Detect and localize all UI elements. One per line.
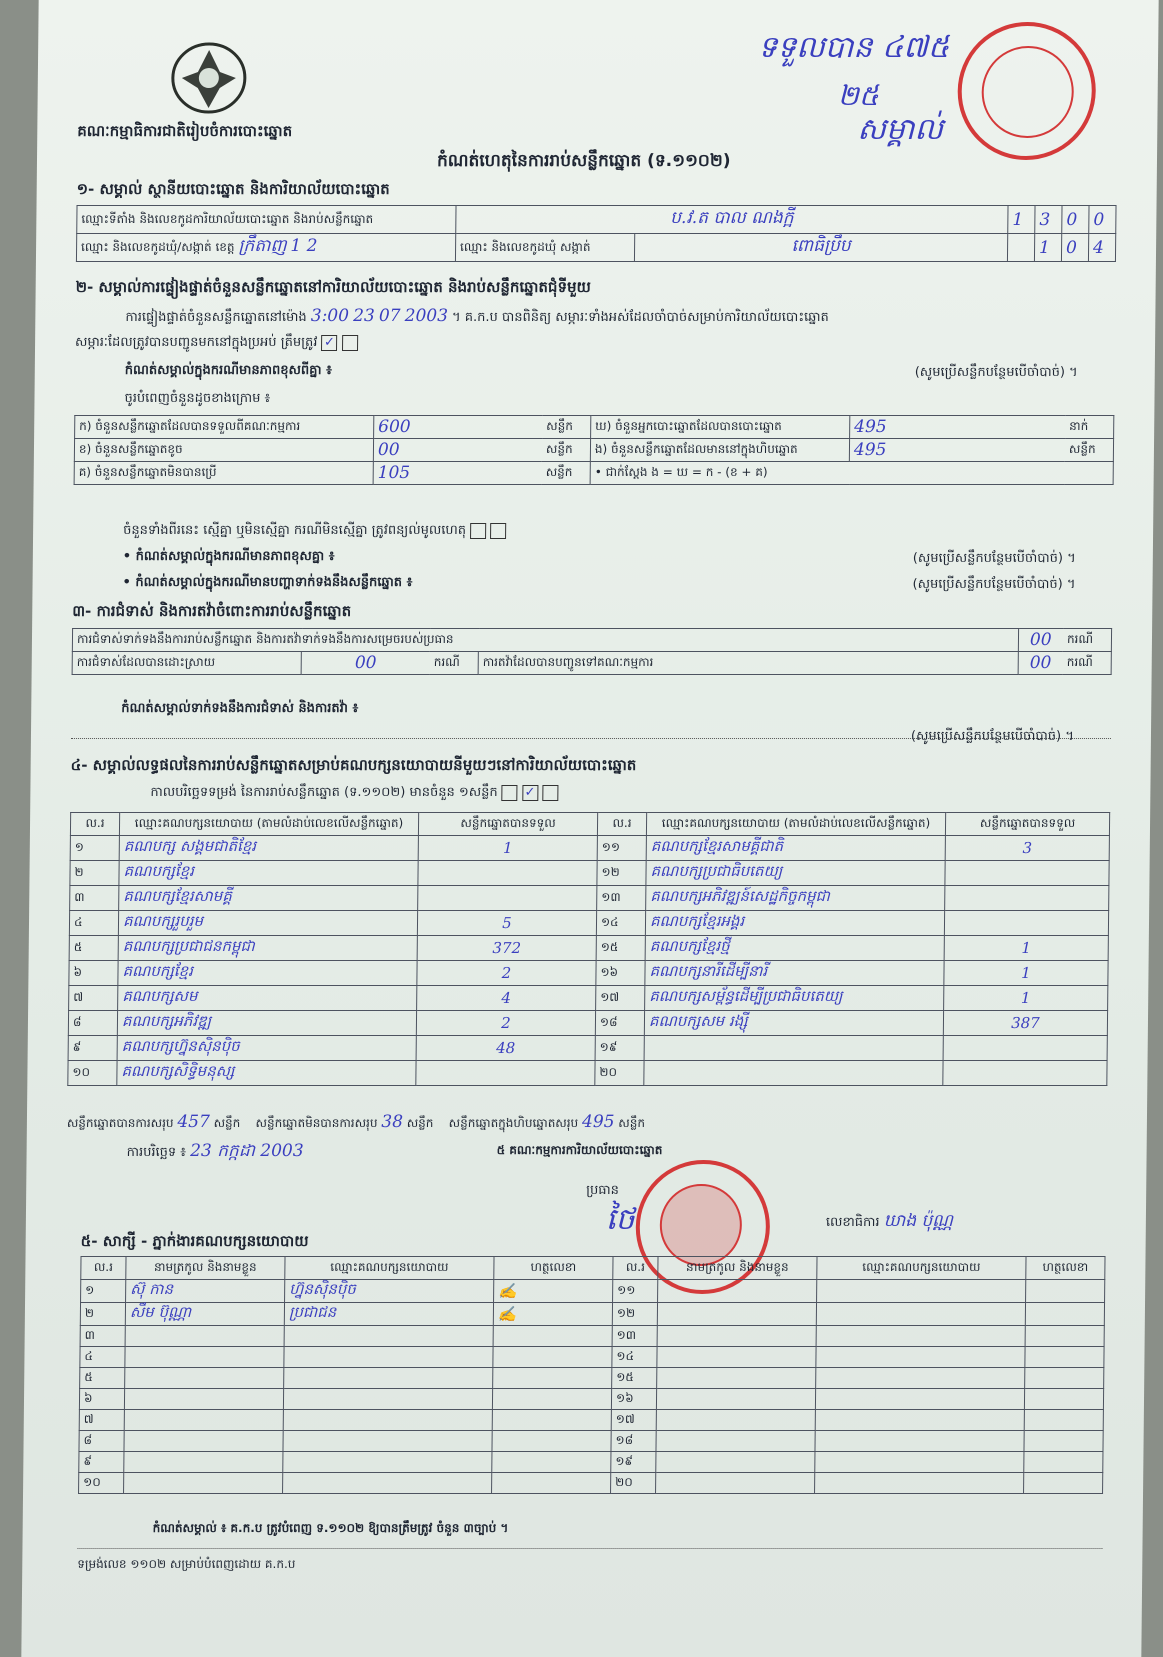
count-value: 600 — [374, 416, 543, 439]
witness-party — [284, 1347, 493, 1368]
count-label-2: ឃ) ចំនួនអ្នកបោះឆ្នោតដែលបានបោះឆ្នោត — [591, 416, 850, 439]
witness-name-right — [656, 1452, 815, 1473]
witness-sign-right — [1025, 1326, 1104, 1347]
sheet-count-checkbox-2[interactable]: ✓ — [522, 785, 538, 801]
witness-party: ហ្វ៊ុនស៊ិនប៉ិច — [285, 1280, 494, 1303]
party-name: គណបក្សសិទ្ធិមនុស្ស — [117, 1061, 416, 1086]
province-label-text: ឈ្មោះ និងលេខកូដឃុំ/សង្កាត់ ខេត្ត — [81, 240, 235, 254]
verification-time: 3:00 — [310, 306, 350, 326]
table-row — [69, 936, 1108, 961]
w-col-sign-right: ហត្ថលេខា — [1026, 1257, 1105, 1280]
witness-sign-right — [1026, 1280, 1105, 1303]
party-no: ១ — [70, 836, 119, 861]
emblem-logo — [167, 38, 250, 116]
table-row — [69, 911, 1108, 936]
bullet-ballot-issue: • កំណត់សម្គាល់ក្នុងករណីមានបញ្ហាទាក់ទងនឹងសន្លឹកឆ្នោត ៖ — [122, 575, 413, 590]
totals-line — [67, 1112, 645, 1133]
count-value: 00 — [373, 439, 542, 462]
w-col-name: នាមត្រកូល និងនាមខ្លួន — [126, 1257, 285, 1280]
party-no: ៥ — [69, 936, 118, 961]
form-title: កំណត់ហេតុនៃការរាប់សន្លឹកឆ្នោត (ទ.១១០២) — [436, 151, 731, 171]
witness-table — [78, 1256, 1105, 1494]
witness-sign — [493, 1368, 612, 1389]
table-row — [69, 986, 1108, 1011]
witness-sign — [492, 1431, 611, 1452]
party-name: គណបក្សប្រជាជនកម្ពុជា — [118, 936, 417, 961]
witness-no: ១ — [81, 1280, 126, 1303]
total-invalid-unit: សន្លឹក — [406, 1116, 434, 1130]
party-name-right: គណបក្សអភិវឌ្ឍន៍សេដ្ឋកិច្ចកម្ពុជា — [646, 886, 945, 911]
w-col-no: ល.រ — [81, 1257, 126, 1280]
table-row — [70, 886, 1109, 911]
witness-party-right — [817, 1280, 1026, 1303]
objection-note: (សូមប្រើសន្លឹកបន្ថែមបើចាំបាច់) ។ — [910, 729, 1074, 744]
commune-value: ពោធិប្រឹប — [634, 234, 1007, 262]
witness-name — [125, 1368, 284, 1389]
col-no-right: ល.រ — [597, 813, 646, 836]
table-row — [79, 1389, 1103, 1410]
party-no-right: ១៩ — [595, 1036, 644, 1061]
party-name: គណបក្សរួបរួម — [118, 911, 417, 936]
witness-name — [124, 1410, 283, 1431]
party-no: ៧ — [69, 986, 118, 1011]
witness-sign: ✍ — [493, 1303, 612, 1326]
objection-label: ការជំទាស់ទាក់ទងនឹងការរាប់សន្លឹកឆ្នោត និងការតវ៉ាទាក់ទងនឹងការសម្រេចរបស់ប្រធាន — [72, 629, 1018, 652]
witness-no: ២ — [80, 1303, 125, 1326]
commune-code-3: 0 — [1061, 234, 1088, 262]
witness-no: ៦ — [79, 1389, 124, 1410]
section2-heading: ២- សម្គាល់ការផ្ទៀងផ្ទាត់ចំនួនសន្លឹកឆ្នោតនៅការិយាល័យបោះឆ្នោត និងរាប់សន្លឹកឆ្នោតជុំទីមួយ — [75, 278, 591, 296]
station-code-1: 1 — [1008, 206, 1035, 234]
total-valid-label: សន្លឹកឆ្នោតបានការសរុប — [66, 1116, 174, 1130]
materials-checkbox[interactable]: ✓ — [321, 335, 337, 351]
party-name: គណបក្សខ្មែរសាមគ្គី — [119, 886, 418, 911]
party-no-right: ១៨ — [595, 1011, 644, 1036]
party-votes — [416, 1061, 595, 1086]
witness-name-right — [657, 1326, 816, 1347]
station-code-2: 3 — [1035, 206, 1062, 234]
witness-party — [283, 1431, 492, 1452]
top-note: ទទួលបាន ៤៧៥ — [757, 30, 950, 65]
party-name-right: គណបក្សនារីដើម្បីនារី — [645, 961, 944, 986]
witness-no: ៥ — [80, 1368, 125, 1389]
top-signature: សម្គាល់ — [857, 112, 944, 147]
witness-no: ៩ — [79, 1452, 124, 1473]
bullet-discrepancy: • កំណត់សម្គាល់ក្នុងករណីមានភាពខុសគ្នា ៖ — [122, 549, 335, 564]
witness-name-right — [656, 1389, 815, 1410]
witness-sign-right — [1024, 1389, 1103, 1410]
footnote: កំណត់សម្គាល់ ៖ គ.ក.ប ត្រូវបំពេញ ទ.១១០២ ឱ្យបានត្រឹមត្រូវ ចំនួន ៣ច្បាប់ ។ — [152, 1521, 509, 1535]
verification-text — [125, 306, 829, 328]
station-table — [76, 205, 1117, 262]
witness-name-right — [657, 1347, 816, 1368]
party-name: គណបក្សខ្មែរ — [118, 961, 417, 986]
ballot-count-table — [74, 415, 1115, 485]
party-votes-right: 1 — [944, 986, 1108, 1011]
fill-instruction: ចូរបំពេញចំនួនដូចខាងក្រោម ៖ — [124, 391, 271, 406]
col-votes-right: សន្លឹកឆ្នោតបានទទួល — [945, 813, 1109, 836]
table-row — [74, 439, 1113, 462]
party-name-right: គណបក្សសម្ព័ន្ធដើម្បីប្រជាធិបតេយ្យ — [645, 986, 944, 1011]
col-votes: សន្លឹកឆ្នោតបានទទួល — [418, 813, 597, 836]
witness-name: សឹម ប៊ុណ្ណា — [125, 1303, 284, 1326]
verification-intro: ការផ្ទៀងផ្ទាត់ចំនួនសន្លឹកឆ្នោតនៅម៉ោង — [125, 310, 307, 325]
w-col-party-right: ឈ្មោះគណបក្សនយោបាយ — [817, 1257, 1026, 1280]
resolved-label: ការជំទាស់ដែលបានដោះស្រាយ — [72, 652, 301, 675]
witness-sign — [492, 1389, 611, 1410]
party-no: ១០ — [68, 1061, 117, 1086]
witness-no: ៤ — [80, 1347, 125, 1368]
count-label: គ) ចំនួនសន្លឹកឆ្នោតមិនបានប្រើ — [74, 462, 373, 485]
party-no: ៨ — [68, 1011, 117, 1036]
verification-month: 07 — [378, 306, 401, 326]
forwarded-unit: ករណី — [1063, 652, 1112, 675]
verification-text-b: ។ គ.ក.ប បានពិនិត្យ សម្ភារៈទាំងអស់ដែលចាំបាច់សម្រាប់ការិយាល័យបោះឆ្នោត — [452, 310, 829, 325]
party-votes-right — [945, 861, 1109, 886]
count-label-2: ង) ចំនួនសន្លឹកឆ្នោតដែលមាននៅក្នុងហិបឆ្នោត — [590, 439, 849, 462]
party-name-right — [644, 1061, 943, 1086]
committee-label: ៥ គណៈកម្មការការិយាល័យបោះឆ្នោត — [496, 1143, 663, 1157]
witness-no-right: ១៨ — [611, 1431, 656, 1452]
party-votes-right: 387 — [943, 1011, 1107, 1036]
party-no: ៦ — [69, 961, 118, 986]
party-no-right: ១៣ — [597, 886, 646, 911]
witness-party-right — [816, 1347, 1025, 1368]
witness-no-right: ១៣ — [612, 1326, 657, 1347]
footer-rule — [77, 1548, 1102, 1549]
materials-label: សម្ភារៈដែលត្រូវបានបញ្ជូនមកនៅក្នុងប្រអប់ ត្រឹមត្រូវ — [75, 335, 318, 350]
resolved-unit: ករណី — [430, 652, 479, 675]
bullet-ballot-issue-note: (សូមប្រើសន្លឹកបន្ថែមបើចាំបាច់) ។ — [912, 577, 1076, 592]
party-votes-right: 3 — [945, 836, 1109, 861]
party-name: គណបក្សហ្វ៊ុនស៊ិនប៉ិច — [117, 1036, 416, 1061]
station-label: ឈ្មោះទីតាំង និងលេខកូដការិយាល័យបោះឆ្នោត និងរាប់សន្លឹកឆ្នោត — [77, 206, 456, 234]
count-value: 105 — [373, 462, 542, 485]
station-code-3: 0 — [1062, 206, 1089, 234]
witness-rows — [79, 1280, 1105, 1494]
witness-party — [283, 1452, 492, 1473]
witness-party-right — [815, 1410, 1024, 1431]
forwarded-value: 00 — [1018, 652, 1063, 675]
section1-heading: ១- សម្គាល់ ស្ថានីយបោះឆ្នោត និងការិយាល័យបោះឆ្នោត — [76, 180, 390, 198]
top-note-2: ២៥ — [837, 79, 879, 112]
date-line — [126, 1140, 303, 1165]
witness-sign-right — [1024, 1473, 1103, 1494]
table-row — [80, 1347, 1104, 1368]
province-label — [76, 234, 455, 262]
party-no-right: ១១ — [597, 836, 646, 861]
witness-name — [124, 1389, 283, 1410]
total-valid: 457 — [177, 1112, 210, 1132]
witness-sign-right — [1024, 1431, 1103, 1452]
table-row — [72, 629, 1111, 652]
party-votes — [418, 861, 597, 886]
forwarded-label: ការតវ៉ាដែលបានបញ្ជូនទៅគណៈកម្មការ — [478, 652, 1018, 675]
party-name-right: គណបក្សប្រជាធិបតេយ្យ — [646, 861, 945, 886]
station-code-4: 0 — [1089, 206, 1116, 234]
table-row — [80, 1368, 1104, 1389]
date-value: 23 កក្កដា 2003 — [190, 1141, 304, 1161]
table-row — [70, 836, 1109, 861]
sheet-count-checkbox-3[interactable] — [542, 785, 558, 801]
witness-name — [125, 1347, 284, 1368]
witness-no-right: ១៥ — [612, 1368, 657, 1389]
witness-name — [124, 1452, 283, 1473]
table-row — [79, 1473, 1103, 1494]
commune-code-1 — [1007, 234, 1034, 262]
equal-checkbox[interactable] — [470, 523, 486, 539]
party-no-right: ១៤ — [596, 911, 645, 936]
witness-no-right: ១៦ — [611, 1389, 656, 1410]
table-row — [79, 1452, 1103, 1473]
objection-remark: កំណត់សម្គាល់ទាក់ទងនឹងការជំទាស់ និងការតវ៉ា ៖ — [121, 701, 359, 716]
witness-name-right — [658, 1280, 817, 1303]
witness-party-right — [816, 1326, 1025, 1347]
total-valid-unit: សន្លឹក — [213, 1116, 241, 1130]
party-no: ២ — [70, 861, 119, 886]
witness-name-right — [657, 1303, 816, 1326]
party-name: គណបក្សអភិវឌ្ឍ — [117, 1011, 416, 1036]
witness-name — [124, 1431, 283, 1452]
witness-sign-right — [1024, 1452, 1103, 1473]
table-row — [68, 1011, 1107, 1036]
count-unit-2: សន្លឹក — [1065, 439, 1114, 462]
form-sheet — [21, 0, 1158, 1657]
witness-name — [125, 1326, 284, 1347]
table-row — [70, 861, 1109, 886]
witness-no: ៧ — [79, 1410, 124, 1431]
party-name-right: គណបក្សខ្មែរអង្គរ — [645, 911, 944, 936]
total-box-label: សន្លឹកឆ្នោតក្នុងហិបឆ្នោតសរុប — [448, 1116, 579, 1130]
witness-party — [284, 1326, 493, 1347]
count-unit: សន្លឹក — [542, 416, 591, 439]
party-name: គណបក្សសម — [118, 986, 417, 1011]
witness-name-right — [656, 1431, 815, 1452]
party-no: ៩ — [68, 1036, 117, 1061]
witness-party — [283, 1389, 492, 1410]
witness-no: ៨ — [79, 1431, 124, 1452]
witness-party-right — [816, 1368, 1025, 1389]
total-box: 495 — [581, 1112, 615, 1132]
witness-name-right — [656, 1473, 815, 1494]
commune-label: ឈ្មោះ និងលេខកូដឃុំ សង្កាត់ — [455, 234, 634, 262]
total-invalid: 38 — [381, 1112, 404, 1132]
w-col-name-right: នាមត្រកូល និងនាមខ្លួន — [658, 1257, 817, 1280]
materials-text — [75, 334, 358, 353]
witness-no-right: ១១ — [613, 1280, 658, 1303]
party-votes: 5 — [417, 911, 596, 936]
witness-party-right — [816, 1303, 1025, 1326]
chief-label: ប្រធាន — [586, 1183, 620, 1198]
total-invalid-label: សន្លឹកឆ្នោតមិនបានការសរុប — [255, 1116, 378, 1130]
w-col-sign: ហត្ថលេខា — [494, 1257, 613, 1280]
witness-party — [283, 1410, 492, 1431]
count-unit: សន្លឹក — [542, 439, 591, 462]
sheet-count-checkbox-1[interactable] — [502, 785, 518, 801]
station-value: ប.វ.ត បាល ណងក្អី — [456, 206, 1008, 234]
official-seal-top-inner — [981, 46, 1074, 138]
equality-text — [123, 522, 506, 541]
table-row — [69, 961, 1108, 986]
secretary-line — [826, 1210, 953, 1235]
count-label: ក) ចំនួនសន្លឹកឆ្នោតដែលបានទទួលពីគណៈកម្មការ — [75, 416, 374, 439]
witness-party-right — [815, 1389, 1024, 1410]
party-no: ៣ — [70, 886, 119, 911]
table-row — [75, 416, 1114, 439]
col-party: ឈ្មោះគណបក្សនយោបាយ (តាមលំដាប់លេខលើសន្លឹកឆ្នោត) — [119, 813, 418, 836]
table-row — [68, 1061, 1107, 1086]
party-name: គណបក្សខ្មែរ — [119, 861, 418, 886]
party-votes-right — [943, 1036, 1107, 1061]
party-votes-right — [943, 1061, 1107, 1086]
province-code-1: 1 — [290, 236, 302, 256]
chief-signature: ថៃ — [605, 1202, 635, 1237]
witness-no-right: ១២ — [612, 1303, 657, 1326]
witness-name-right — [656, 1410, 815, 1431]
party-votes: 2 — [416, 1011, 595, 1036]
party-no-right: ១៧ — [596, 986, 645, 1011]
witness-party: ប្រជាជន — [284, 1303, 493, 1326]
not-equal-checkbox[interactable] — [490, 523, 506, 539]
witness-party — [283, 1473, 492, 1494]
party-votes-right: 1 — [944, 936, 1108, 961]
witness-party-right — [815, 1473, 1024, 1494]
witness-no-right: ១៤ — [612, 1347, 657, 1368]
verification-day: 23 — [353, 306, 375, 326]
org-name: គណៈកម្មាធិការជាតិរៀបចំការបោះឆ្នោត — [77, 122, 293, 140]
party-votes: 1 — [418, 836, 597, 861]
party-votes: 372 — [417, 936, 596, 961]
table-row — [74, 462, 1113, 485]
witness-sign-right — [1025, 1347, 1104, 1368]
w-col-no-right: ល.រ — [613, 1257, 658, 1280]
table-row — [79, 1410, 1103, 1431]
party-no-right: ១៦ — [596, 961, 645, 986]
table-row — [80, 1303, 1104, 1326]
table-row — [68, 1036, 1107, 1061]
discrepancy-note: (សូមប្រើសន្លឹកបន្ថែមបើចាំបាច់) ។ — [914, 365, 1078, 380]
party-name: គណបក្ស សង្គមជាតិខ្មែរ — [119, 836, 418, 861]
witness-no: ១០ — [79, 1473, 124, 1494]
witness-name: ស៊ុ កាន — [126, 1280, 285, 1303]
witness-sign-right — [1025, 1303, 1104, 1326]
witness-sign-right — [1025, 1368, 1104, 1389]
party-no-right: ១២ — [597, 861, 646, 886]
party-results-table — [67, 812, 1110, 1086]
party-votes — [418, 886, 597, 911]
section3-heading: ៣- ការជំទាស់ និងការតវ៉ាចំពោះការរាប់សន្លឹកឆ្នោត — [72, 602, 352, 620]
section4-heading: ៤- សម្គាល់លទ្ធផលនៃការរាប់សន្លឹកឆ្នោតសម្រាប់គណបក្សនយោបាយនីមួយៗនៅការិយាល័យបោះឆ្នោត — [70, 756, 637, 774]
party-no-right: ២០ — [595, 1061, 644, 1086]
count-formula: • ជាក់ស្តែង ង = ឃ = ក - (ខ + គ) — [590, 462, 1113, 485]
witness-sign: ✍ — [494, 1280, 613, 1303]
date-label: ការបរិច្ឆេទ ៖ — [126, 1145, 187, 1160]
objection-table — [72, 628, 1112, 675]
objection-unit: ករណី — [1063, 629, 1112, 652]
witness-sign — [492, 1473, 611, 1494]
table-row — [79, 1431, 1103, 1452]
count-unit-2: នាក់ — [1065, 416, 1114, 439]
secretary-label: លេខាធិការ — [825, 1215, 880, 1230]
province-value: ក្រឹតាញ — [238, 236, 287, 256]
section4-intro-text: កាលបរិច្ឆេទទម្រង់ នៃការរាប់សន្លឹកឆ្នោត (ទ.១១០២) មានចំនួន ១សន្លឹក — [150, 785, 498, 800]
party-name-right — [644, 1036, 943, 1061]
party-votes: 2 — [417, 961, 596, 986]
witness-sign — [492, 1452, 611, 1473]
discrepancy-label: កំណត់សម្គាល់ក្នុងករណីមានភាពខុសពីគ្នា ៖ — [124, 363, 332, 378]
commune-code-2: 1 — [1034, 234, 1061, 262]
party-name-right: គណបក្សខ្មែរសាមគ្គីជាតិ — [646, 836, 945, 861]
count-unit: សន្លឹក — [542, 462, 591, 485]
bullet-discrepancy-note: (សូមប្រើសន្លឹកបន្ថែមបើចាំបាច់) ។ — [912, 551, 1076, 566]
materials-checkbox-2[interactable] — [342, 335, 358, 351]
count-label: ខ) ចំនួនសន្លឹកឆ្នោតខូច — [74, 439, 373, 462]
commune-code-4: 4 — [1088, 234, 1115, 262]
total-box-unit: សន្លឹក — [618, 1116, 646, 1130]
count-value-2: 495 — [850, 416, 1066, 439]
province-code-2: 2 — [306, 236, 318, 256]
party-votes-right — [944, 911, 1108, 936]
party-name-right: គណបក្សសម រង្ស៊ី — [644, 1011, 943, 1036]
party-votes: 48 — [416, 1036, 595, 1061]
witness-no: ៣ — [80, 1326, 125, 1347]
section4-intro — [150, 784, 558, 803]
witness-sign-right — [1024, 1410, 1103, 1431]
witness-party-right — [815, 1431, 1024, 1452]
table-row — [81, 1280, 1105, 1303]
secretary-name: ឃាង ប៉ុណ្ណ — [883, 1211, 954, 1231]
section5-heading: ៥- សាក្សី - ភ្នាក់ងារគណបក្សនយោបាយ — [80, 1232, 309, 1250]
resolved-value: 00 — [301, 652, 430, 675]
equality-label: ចំនួនទាំងពីរនេះ ស្មើគ្នា ឬមិនស្មើគ្នា ករណីមិនស្មើគ្នា ត្រូវពន្យល់មូលហេតុ — [123, 523, 467, 538]
witness-sign — [492, 1410, 611, 1431]
col-party-right: ឈ្មោះគណបក្សនយោបាយ (តាមលំដាប់លេខលើសន្លឹកឆ្នោត) — [646, 813, 945, 836]
party-votes: 4 — [417, 986, 596, 1011]
table-row — [80, 1326, 1104, 1347]
party-votes-right: 1 — [944, 961, 1108, 986]
witness-party-right — [815, 1452, 1024, 1473]
witness-party — [284, 1368, 493, 1389]
footer-text: ទម្រង់លេខ ១១០២ សម្រាប់បំពេញដោយ គ.ក.ប — [77, 1557, 296, 1571]
party-rows — [68, 836, 1110, 1086]
count-value-2: 495 — [849, 439, 1065, 462]
province-code — [290, 236, 317, 256]
w-col-party: ឈ្មោះគណបក្សនយោបាយ — [285, 1257, 494, 1280]
col-no: ល.រ — [70, 813, 119, 836]
witness-name-right — [657, 1368, 816, 1389]
party-no-right: ១៥ — [596, 936, 645, 961]
verification-year: 2003 — [404, 306, 449, 326]
witness-no-right: ១៩ — [611, 1452, 656, 1473]
table-row — [72, 652, 1111, 675]
witness-sign — [493, 1347, 612, 1368]
party-no: ៤ — [69, 911, 118, 936]
witness-name — [124, 1473, 283, 1494]
party-votes-right — [945, 886, 1109, 911]
official-seal-bottom-inner — [659, 1184, 742, 1266]
objection-value: 00 — [1018, 629, 1063, 652]
witness-no-right: ១៧ — [611, 1410, 656, 1431]
witness-no-right: ២០ — [611, 1473, 656, 1494]
party-name-right: គណបក្សខ្មែរថ្មី — [645, 936, 944, 961]
witness-sign — [493, 1326, 612, 1347]
